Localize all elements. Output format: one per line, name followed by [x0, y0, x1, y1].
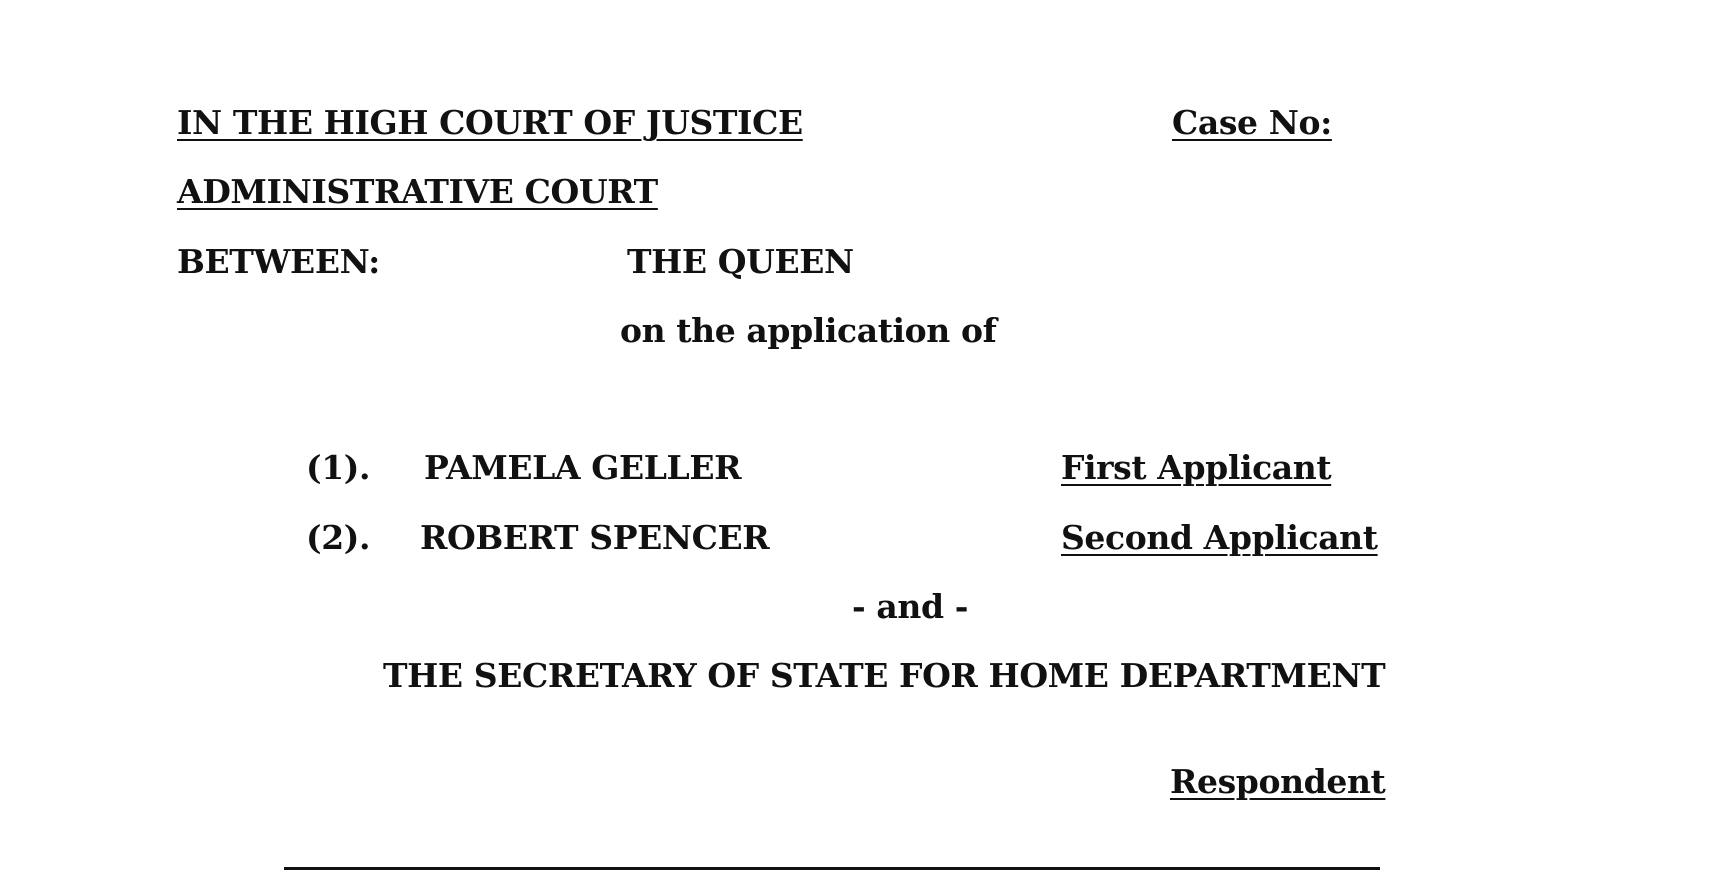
case-number-label: Case No: — [1172, 103, 1332, 142]
applicant-1-number: (1). — [306, 448, 371, 487]
applicant-2-name: ROBERT SPENCER — [420, 518, 770, 557]
court-division: ADMINISTRATIVE COURT — [177, 172, 658, 211]
between-label: BETWEEN: — [177, 242, 380, 281]
applicant-1-name: PAMELA GELLER — [424, 448, 742, 487]
respondent-name: THE SECRETARY OF STATE FOR HOME DEPARTMENT — [383, 656, 1386, 695]
respondent-role: Respondent — [1170, 762, 1386, 801]
and-separator: - and - — [852, 587, 969, 626]
on-application-text: on the application of — [620, 311, 997, 350]
closing-rule — [284, 867, 1380, 870]
applicant-1-role: First Applicant — [1061, 448, 1332, 487]
applicant-2-number: (2). — [306, 518, 371, 557]
crown-party: THE QUEEN — [627, 242, 854, 281]
court-title: IN THE HIGH COURT OF JUSTICE — [177, 103, 803, 142]
applicant-2-role: Second Applicant — [1061, 518, 1378, 557]
